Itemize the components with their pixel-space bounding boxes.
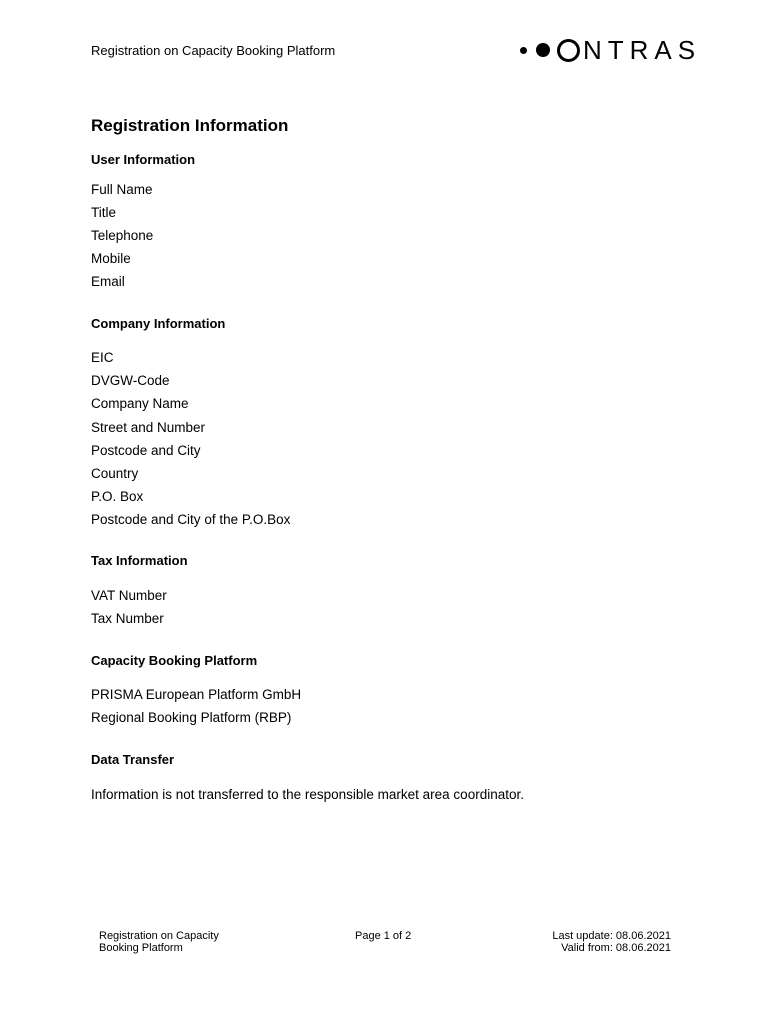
field-tax-number: Tax Number (91, 611, 164, 626)
field-prisma-platform: PRISMA European Platform GmbH (91, 687, 302, 702)
field-telephone: Telephone (91, 228, 154, 243)
field-po-box-postcode-city: Postcode and City of the P.O.Box (91, 512, 291, 527)
logo-small-dot-icon (520, 47, 527, 54)
header-title: Registration on Capacity Booking Platform (91, 43, 336, 58)
field-full-name: Full Name (91, 182, 153, 197)
data-transfer-statement: Information is not transferred to the responsible market area coordinator. (91, 787, 524, 802)
section-heading-data-transfer: Data Transfer (91, 752, 175, 767)
logo-ring-o-icon (557, 39, 580, 62)
field-mobile: Mobile (91, 251, 131, 266)
section-heading-company-information: Company Information (91, 316, 226, 331)
footer-dates (552, 930, 671, 954)
field-postcode-and-city: Postcode and City (91, 443, 201, 458)
section-heading-tax-information: Tax Information (91, 553, 188, 568)
field-dvgw-code: DVGW-Code (91, 373, 170, 388)
footer-last-update: Last update: 08.06.2021 (552, 930, 671, 942)
field-company-name: Company Name (91, 396, 189, 411)
footer-document-name (99, 930, 219, 954)
ontras-logo (520, 36, 701, 64)
footer-document-name-line1: Registration on Capacity (99, 930, 219, 942)
field-street-and-number: Street and Number (91, 420, 206, 435)
footer-page-number: Page 1 of 2 (355, 930, 412, 942)
field-po-box: P.O. Box (91, 489, 144, 504)
section-heading-user-information: User Information (91, 152, 196, 167)
footer-valid-from: Valid from: 08.06.2021 (561, 942, 671, 954)
field-vat-number: VAT Number (91, 588, 167, 603)
field-country: Country (91, 466, 139, 481)
field-eic: EIC (91, 350, 114, 365)
section-heading-capacity-booking-platform: Capacity Booking Platform (91, 653, 258, 668)
document-title: Registration Information (91, 116, 289, 135)
footer-document-name-line2: Booking Platform (99, 942, 183, 954)
field-regional-booking-platform: Regional Booking Platform (RBP) (91, 710, 292, 725)
field-email: Email (91, 274, 125, 289)
logo-medium-dot-icon (536, 43, 550, 57)
logo-wordmark: NTRAS (583, 35, 702, 65)
field-title: Title (91, 205, 117, 220)
